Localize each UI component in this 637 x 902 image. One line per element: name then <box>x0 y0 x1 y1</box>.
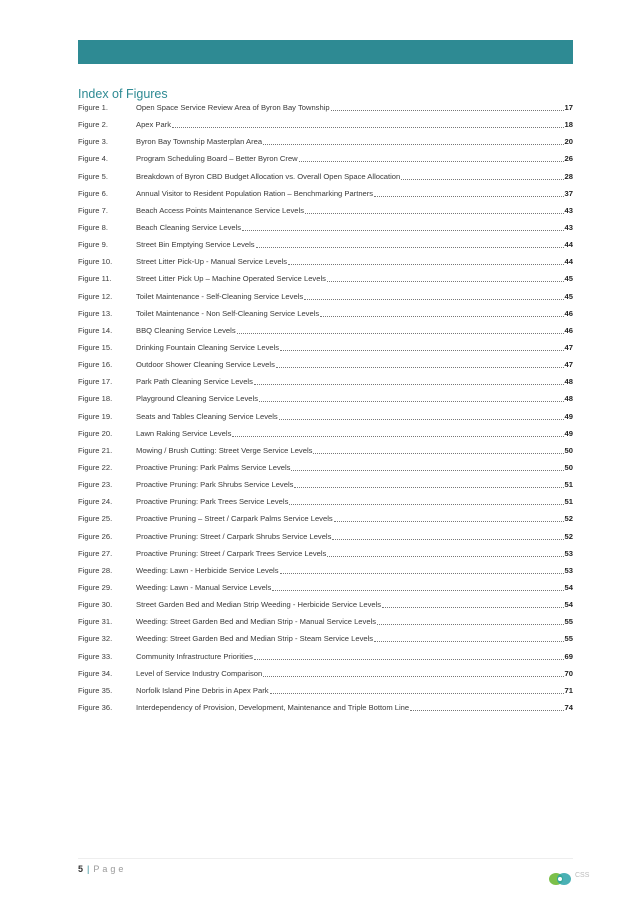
figure-entry[interactable] <box>78 373 573 390</box>
figure-entry[interactable] <box>78 682 573 699</box>
figure-number: Figure 10. <box>78 257 113 267</box>
dot-leader <box>374 196 563 197</box>
figure-title: Toilet Maintenance - Self-Cleaning Service Levels <box>136 291 304 301</box>
dot-leader <box>332 539 563 540</box>
dot-leader <box>263 144 563 145</box>
figure-number: Figure 9. <box>78 240 108 250</box>
figure-title: Interdependency of Provision, Development, Maintenance and Triple Bottom Line <box>136 702 410 712</box>
figure-number: Figure 5. <box>78 171 108 181</box>
figure-page-number: 69 <box>564 651 573 661</box>
dot-leader <box>331 110 564 111</box>
figure-page-number: 48 <box>564 377 573 387</box>
figure-number: Figure 19. <box>78 411 113 421</box>
figure-title: Community Infrastructure Priorities <box>136 651 253 661</box>
figure-page-number: 53 <box>564 548 573 558</box>
figure-number: Figure 26. <box>78 531 113 541</box>
figure-page-number: 26 <box>564 154 573 164</box>
figure-title: Proactive Pruning: Street / Carpark Trees Service Levels <box>136 548 327 558</box>
figure-number: Figure 1. <box>78 103 108 112</box>
figure-entry[interactable] <box>78 442 573 459</box>
figure-number: Figure 25. <box>78 514 113 524</box>
figure-entry[interactable] <box>78 648 573 665</box>
figure-title: Weeding: Street Garden Bed and Median Strip - Manual Service Levels <box>136 617 377 627</box>
figure-number: Figure 11. <box>78 274 112 284</box>
figure-page-number: 70 <box>564 668 573 678</box>
figure-page-number: 50 <box>564 462 573 472</box>
figure-entry[interactable] <box>78 270 573 287</box>
dot-leader <box>276 367 564 368</box>
figure-number: Figure 36. <box>78 702 113 712</box>
figure-number: Figure 3. <box>78 137 108 147</box>
figure-title: Norfolk Island Pine Debris in Apex Park <box>136 685 269 695</box>
figure-title: Weeding: Lawn - Herbicide Service Levels <box>136 565 279 575</box>
figure-entry[interactable] <box>78 185 573 202</box>
figure-number: Figure 17. <box>78 377 113 387</box>
dot-leader <box>254 384 564 385</box>
figure-title: Seats and Tables Cleaning Service Levels <box>136 411 278 421</box>
figure-entry[interactable] <box>78 322 573 339</box>
figure-entry[interactable] <box>78 339 573 356</box>
figure-title: Proactive Pruning: Park Palms Service Levels <box>136 462 291 472</box>
figure-entry[interactable] <box>78 425 573 442</box>
figure-page-number: 49 <box>564 428 573 438</box>
figure-number: Figure 14. <box>78 325 113 335</box>
figure-title: Weeding: Lawn - Manual Service Levels <box>136 582 272 592</box>
header-band <box>78 40 573 64</box>
figure-title: Apex Park <box>136 120 172 130</box>
figure-page-number: 37 <box>564 188 573 198</box>
figure-title: Mowing / Brush Cutting: Street Verge Service Levels <box>136 445 313 455</box>
page-separator: | <box>87 864 91 874</box>
figure-number: Figure 18. <box>78 394 113 404</box>
figure-page-number: 44 <box>564 240 573 250</box>
figure-page-number: 55 <box>564 617 573 627</box>
figure-entry[interactable] <box>78 133 573 150</box>
figure-number: Figure 24. <box>78 497 113 507</box>
figure-number: Figure 23. <box>78 480 113 490</box>
figure-number: Figure 33. <box>78 651 113 661</box>
figure-page-number: 44 <box>564 257 573 267</box>
figure-title: Weeding: Street Garden Bed and Median Strip - Steam Service Levels <box>136 634 374 644</box>
dot-leader <box>334 521 564 522</box>
figure-title: BBQ Cleaning Service Levels <box>136 325 236 335</box>
figure-entry[interactable] <box>78 116 573 133</box>
figure-number: Figure 16. <box>78 360 113 370</box>
figure-entry[interactable] <box>78 408 573 425</box>
figure-number: Figure 8. <box>78 222 108 232</box>
figure-entry[interactable] <box>78 613 573 630</box>
figure-entry[interactable] <box>78 219 573 236</box>
figure-page-number: 17 <box>564 103 573 112</box>
dot-leader <box>279 419 564 420</box>
figure-page-number: 18 <box>564 120 573 130</box>
figure-title: Byron Bay Township Masterplan Area <box>136 137 263 147</box>
figure-number: Figure 21. <box>78 445 113 455</box>
dot-leader <box>327 556 563 557</box>
dot-leader <box>263 676 563 677</box>
figure-page-number: 55 <box>564 634 573 644</box>
figure-title: Proactive Pruning: Street / Carpark Shrubs Service Levels <box>136 531 332 541</box>
logo-center-dot <box>558 877 562 881</box>
dot-leader <box>377 624 564 625</box>
figure-entry[interactable] <box>78 545 573 562</box>
figure-title: Breakdown of Byron CBD Budget Allocation vs. Overall Open Space Allocation <box>136 171 401 181</box>
figure-page-number: 20 <box>564 137 573 147</box>
figure-title: Proactive Pruning: Park Shrubs Service Levels <box>136 480 294 490</box>
figure-page-number: 52 <box>564 514 573 524</box>
page-number-footer <box>78 864 126 874</box>
figure-title: Outdoor Shower Cleaning Service Levels <box>136 360 275 370</box>
figure-page-number: 43 <box>564 222 573 232</box>
logo-text: CSS <box>575 872 590 879</box>
figure-title: Annual Visitor to Resident Population Ration – Benchmarking Partners <box>136 188 374 198</box>
figure-page-number: 71 <box>564 685 573 695</box>
figure-page-number: 45 <box>564 291 573 301</box>
figure-entry[interactable] <box>78 168 573 185</box>
figure-page-number: 48 <box>564 394 573 404</box>
figure-entry[interactable] <box>78 476 573 493</box>
figure-number: Figure 2. <box>78 120 108 130</box>
figure-title: Toilet Maintenance - Non Self-Cleaning Service Levels <box>136 308 320 318</box>
figure-title: Beach Cleaning Service Levels <box>136 222 242 232</box>
figure-entry[interactable] <box>78 493 573 510</box>
dot-leader <box>232 436 563 437</box>
figure-entry[interactable] <box>78 253 573 270</box>
figure-title: Beach Access Points Maintenance Service Levels <box>136 205 304 215</box>
figure-number: Figure 32. <box>78 634 113 644</box>
dot-leader <box>288 264 563 265</box>
dot-leader <box>299 161 564 162</box>
dot-leader <box>374 641 563 642</box>
figure-entry[interactable] <box>78 390 573 407</box>
figure-page-number: 46 <box>564 325 573 335</box>
page-number: 5 <box>78 864 85 874</box>
figure-number: Figure 22. <box>78 462 113 472</box>
figure-entry[interactable] <box>78 288 573 305</box>
figure-entry[interactable] <box>78 150 573 167</box>
figure-number: Figure 28. <box>78 565 113 575</box>
dot-leader <box>291 470 563 471</box>
figure-entry[interactable] <box>78 562 573 579</box>
figure-entry[interactable] <box>78 699 573 716</box>
figure-entry[interactable] <box>78 596 573 613</box>
figure-entry[interactable] <box>78 630 573 647</box>
figure-title: Playground Cleaning Service Levels <box>136 394 258 404</box>
figure-number: Figure 29. <box>78 582 113 592</box>
figure-page-number: 49 <box>564 411 573 421</box>
figure-page-number: 54 <box>564 600 573 610</box>
figure-entry[interactable] <box>78 579 573 596</box>
dot-leader <box>313 453 563 454</box>
figure-entry[interactable] <box>78 99 573 116</box>
figure-title: Program Scheduling Board – Better Byron Crew <box>136 154 298 164</box>
figure-number: Figure 6. <box>78 188 108 198</box>
figure-number: Figure 34. <box>78 668 113 678</box>
figure-number: Figure 15. <box>78 342 113 352</box>
figure-number: Figure 4. <box>78 154 108 164</box>
figure-number: Figure 30. <box>78 600 113 610</box>
figure-index-list <box>78 99 573 716</box>
figure-entry[interactable] <box>78 305 573 322</box>
figure-title: Street Litter Pick Up – Machine Operated Service Levels <box>136 274 326 284</box>
figure-entry[interactable] <box>78 665 573 682</box>
figure-number: Figure 13. <box>78 308 113 318</box>
figure-title: Proactive Pruning – Street / Carpark Palms Service Levels <box>136 514 333 524</box>
figure-page-number: 43 <box>564 205 573 215</box>
dot-leader <box>289 504 563 505</box>
dot-leader <box>270 693 564 694</box>
dot-leader <box>327 281 564 282</box>
dot-leader <box>320 316 563 317</box>
footer-divider <box>78 858 573 859</box>
figure-page-number: 51 <box>564 497 573 507</box>
figure-entry[interactable] <box>78 356 573 373</box>
figure-entry[interactable] <box>78 528 573 545</box>
dot-leader <box>382 607 563 608</box>
figure-entry[interactable] <box>78 459 573 476</box>
dot-leader <box>259 401 564 402</box>
dot-leader <box>254 659 564 660</box>
figure-title: Park Path Cleaning Service Levels <box>136 377 253 387</box>
figure-page-number: 47 <box>564 360 573 370</box>
figure-entry[interactable] <box>78 202 573 219</box>
figure-page-number: 74 <box>564 702 573 712</box>
figure-title: Proactive Pruning: Park Trees Service Levels <box>136 497 289 507</box>
page-word: Page <box>93 864 127 874</box>
figure-page-number: 50 <box>564 445 573 455</box>
figure-title: Street Litter Pick-Up - Manual Service Levels <box>136 257 288 267</box>
figure-page-number: 28 <box>564 171 573 181</box>
figure-number: Figure 35. <box>78 685 113 695</box>
figure-page-number: 51 <box>564 480 573 490</box>
figure-number: Figure 20. <box>78 428 113 438</box>
dot-leader <box>256 247 564 248</box>
figure-title: Lawn Raking Service Levels <box>136 428 232 438</box>
dot-leader <box>242 230 563 231</box>
page-title: Index of Figures <box>78 87 168 102</box>
figure-entry[interactable] <box>78 510 573 527</box>
figure-page-number: 46 <box>564 308 573 318</box>
dot-leader <box>410 710 563 711</box>
figure-number: Figure 12. <box>78 291 113 301</box>
dot-leader <box>304 299 563 300</box>
figure-title: Street Garden Bed and Median Strip Weeding - Herbicide Service Levels <box>136 600 382 610</box>
figure-page-number: 52 <box>564 531 573 541</box>
dot-leader <box>172 127 564 128</box>
dot-leader <box>280 350 563 351</box>
dot-leader <box>294 487 563 488</box>
figure-title: Open Space Service Review Area of Byron Bay Township <box>136 103 330 112</box>
dot-leader <box>237 333 564 334</box>
figure-page-number: 53 <box>564 565 573 575</box>
figure-entry[interactable] <box>78 236 573 253</box>
dot-leader <box>401 179 563 180</box>
figure-page-number: 47 <box>564 342 573 352</box>
figure-title: Drinking Fountain Cleaning Service Levels <box>136 342 280 352</box>
figure-title: Level of Service Industry Comparison <box>136 668 263 678</box>
figure-page-number: 45 <box>564 274 573 284</box>
figure-page-number: 54 <box>564 582 573 592</box>
figure-number: Figure 31. <box>78 617 113 627</box>
figure-number: Figure 27. <box>78 548 113 558</box>
dot-leader <box>280 573 564 574</box>
figure-title: Street Bin Emptying Service Levels <box>136 240 255 250</box>
dot-leader <box>305 213 564 214</box>
figure-number: Figure 7. <box>78 205 108 215</box>
dot-leader <box>272 590 563 591</box>
